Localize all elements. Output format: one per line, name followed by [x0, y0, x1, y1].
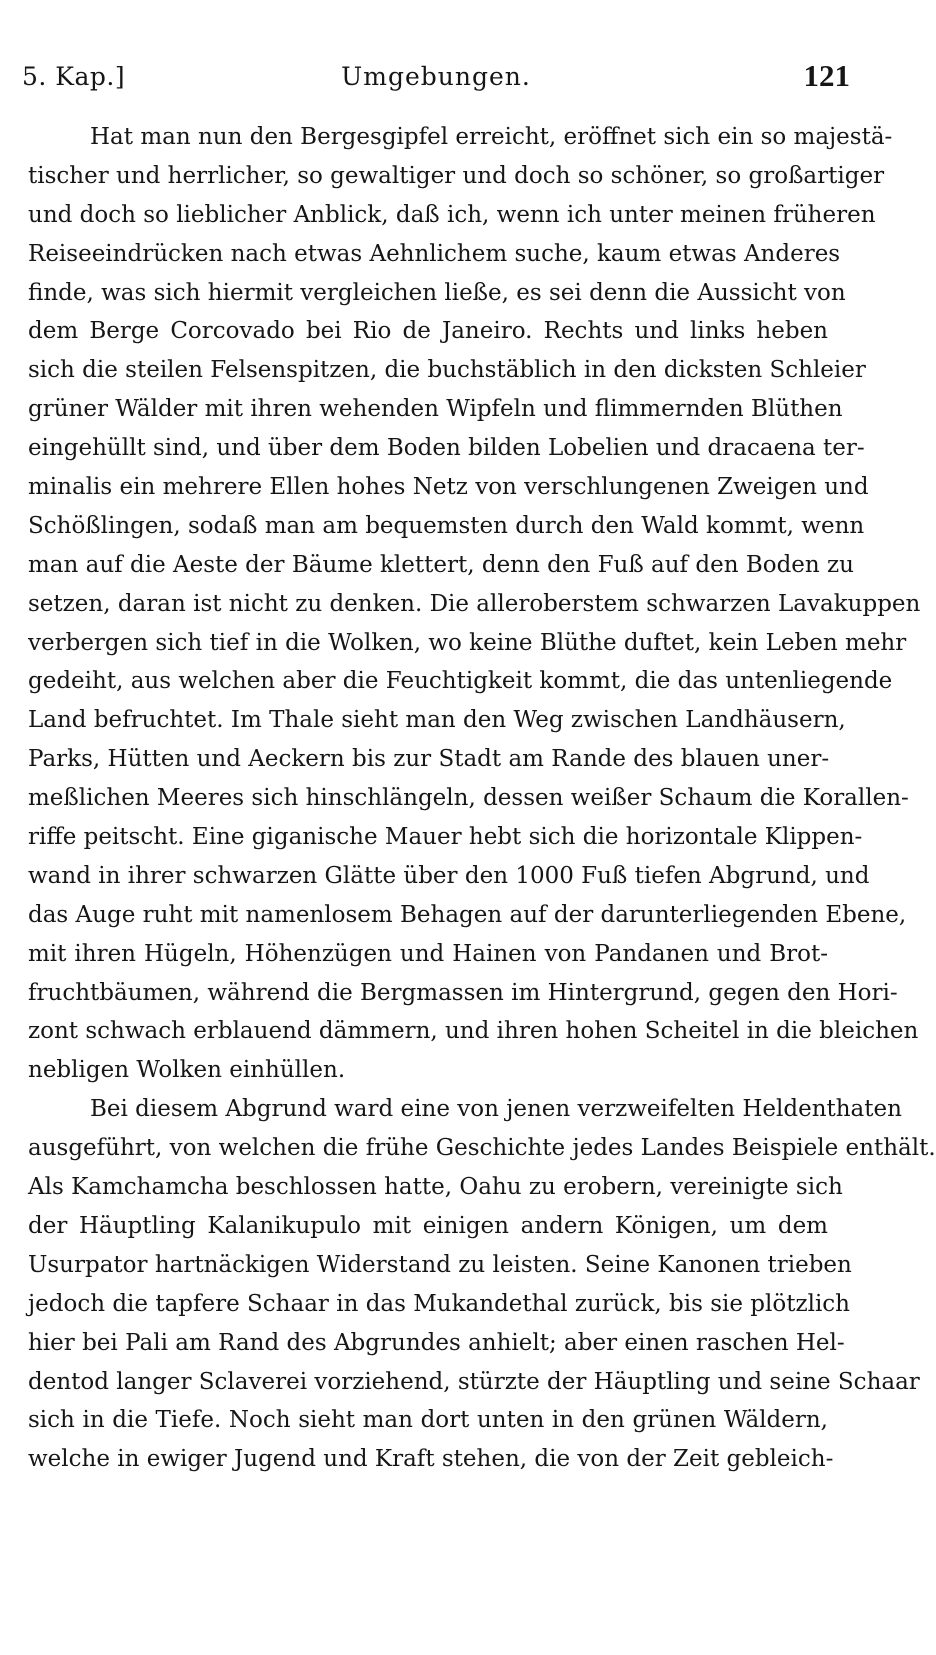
text-line: mit ihren Hügeln, Höhenzügen und Hainen von Pandanen und Brot-	[28, 940, 828, 967]
text-line: Als Kamchamcha beschlossen hatte, Oahu zu erobern, vereinigte sich	[28, 1174, 843, 1201]
text-line: dentod langer Sclaverei vorziehend, stürzte der Häuptling und seine Schaar	[28, 1368, 920, 1395]
text-line: finde, was sich hiermit vergleichen ließe, es sei denn die Aussicht von	[28, 279, 846, 306]
text-line: Parks, Hütten und Aeckern bis zur Stadt am Rande des blauen uner-	[28, 746, 830, 773]
text-line: meßlichen Meeres sich hinschlängeln, dessen weißer Schaum die Korallen-	[28, 785, 909, 812]
body-text	[28, 118, 936, 1479]
text-line: gedeiht, aus welchen aber die Feuchtigkeit kommt, die das untenliegende	[28, 668, 893, 695]
text-line: eingehüllt sind, und über dem Boden bilden Lobelien und dracaena ter-	[28, 435, 865, 462]
text-line: das Auge ruht mit namenlosem Behagen auf der darunterliegenden Ebene,	[28, 901, 907, 928]
text-line: sich in die Tiefe. Noch sieht man dort unten in den grünen Wäldern,	[28, 1407, 828, 1434]
text-line: hier bei Pali am Rand des Abgrundes anhielt; aber einen raschen Hel-	[28, 1329, 845, 1356]
page-number: 121	[803, 58, 850, 93]
chapter-label: 5. Kap.]	[22, 62, 126, 91]
text-line: tischer und herrlicher, so gewaltiger und doch so schöner, so großartiger	[28, 162, 885, 189]
paragraph	[28, 118, 921, 1090]
text-line: riffe peitscht. Eine giganische Mauer hebt sich die horizontale Klippen-	[28, 824, 863, 851]
text-line: Reiseeindrücken nach etwas Aehnlichem suche, kaum etwas Anderes	[28, 240, 841, 267]
text-line: jedoch die tapfere Schaar in das Mukandethal zurück, bis sie plötzlich	[28, 1290, 850, 1317]
text-line: ausgeführt, von welchen die frühe Geschichte jedes Landes Beispiele enthält.	[28, 1135, 936, 1162]
text-line: zont schwach erblauend dämmern, und ihren hohen Scheitel in die bleichen	[28, 1018, 919, 1045]
text-line: Usurpator hartnäckigen Widerstand zu leisten. Seine Kanonen trieben	[28, 1251, 852, 1278]
page-title: Umgebungen.	[341, 62, 531, 91]
text-line: verbergen sich tief in die Wolken, wo keine Blüthe duftet, kein Leben mehr	[28, 629, 907, 656]
text-line: und doch so lieblicher Anblick, daß ich, wenn ich unter meinen früheren	[28, 201, 876, 228]
text-line: Land befruchtet. Im Thale sieht man den Weg zwischen Landhäusern,	[28, 707, 846, 734]
text-line: Hat man nun den Bergesgipfel erreicht, eröffnet sich ein so majestä-	[90, 124, 893, 150]
paragraph	[28, 1090, 936, 1479]
text-line: grüner Wälder mit ihren wehenden Wipfeln und flimmernden Blüthen	[28, 396, 843, 423]
text-line: dem Berge Corcovado bei Rio de Janeiro. Rechts und links heben	[28, 318, 828, 345]
text-line: fruchtbäumen, während die Bergmassen im Hintergrund, gegen den Hori-	[28, 979, 898, 1006]
text-line: minalis ein mehrere Ellen hohes Netz von verschlungenen Zweigen und	[28, 474, 869, 501]
text-line: welche in ewiger Jugend und Kraft stehen, die von der Zeit gebleich-	[28, 1446, 834, 1473]
text-line: wand in ihrer schwarzen Glätte über den 1000 Fuß tiefen Abgrund, und	[28, 862, 870, 889]
text-line: Bei diesem Abgrund ward eine von jenen verzweifelten Heldenthaten	[90, 1096, 902, 1123]
text-line: setzen, daran ist nicht zu denken. Die alleroberstem schwarzen Lavakuppen	[28, 590, 921, 617]
text-line: nebligen Wolken einhüllen.	[28, 1057, 346, 1084]
text-line: der Häuptling Kalanikupulo mit einigen andern Königen, um dem	[28, 1212, 828, 1239]
text-line: sich die steilen Felsenspitzen, die buchstäblich in den dicksten Schleier	[28, 357, 866, 384]
text-line: Schößlingen, sodaß man am bequemsten durch den Wald kommt, wenn	[28, 512, 865, 539]
text-line: man auf die Aeste der Bäume klettert, denn den Fuß auf den Boden zu	[28, 551, 854, 578]
running-head	[22, 58, 850, 102]
